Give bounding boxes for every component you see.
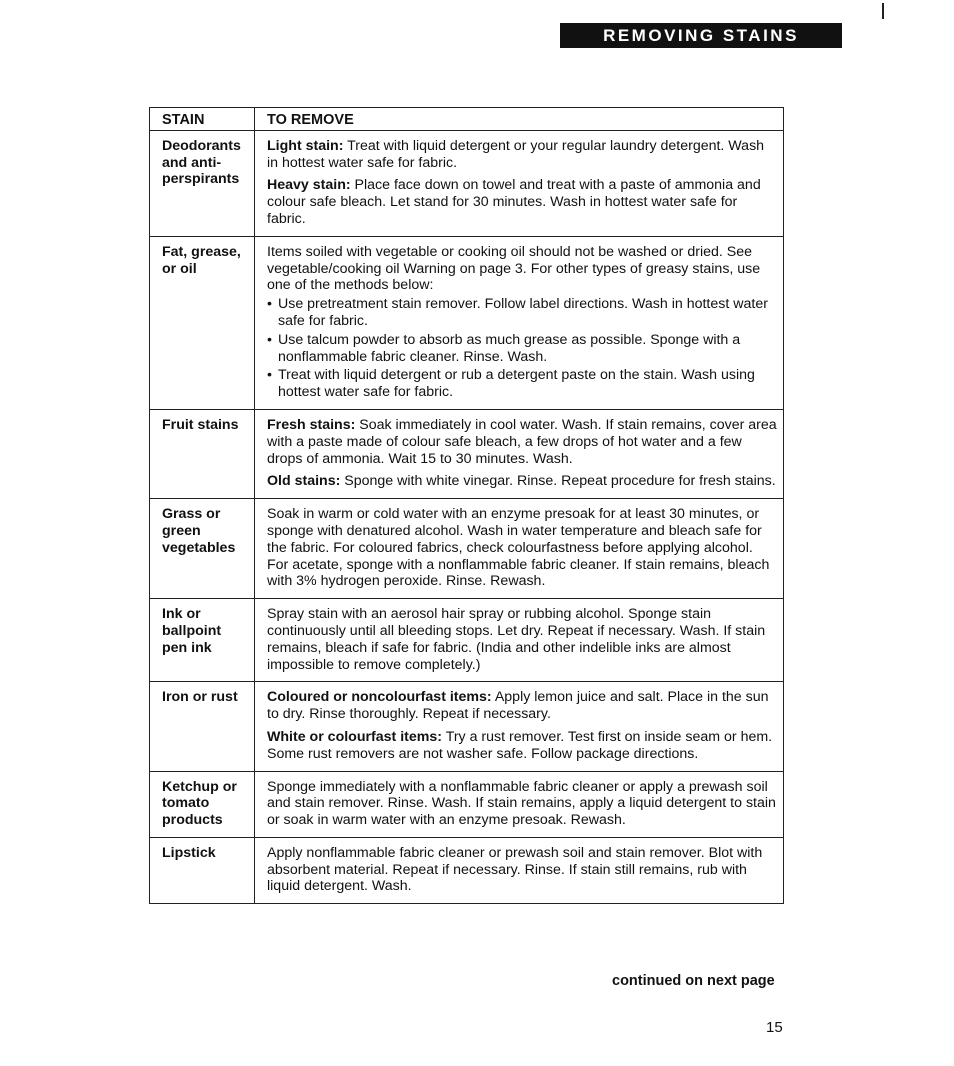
removal-instructions: Spray stain with an aerosol hair spray or rubbing alcohol. Sponge stain continuously until all bleeding stops. Let dry. Repeat if necessary. Wash. If stain remains, bleach if safe for fabric. (India and other indelible inks are almost impossible to remove completely.): [255, 599, 784, 682]
removal-instructions: [255, 409, 784, 498]
removal-instructions: Apply nonflammable fabric cleaner or prewash soil and stain remover. Blot with absorbent material. Repeat if necessary. Rinse. If stain still remains, rub with liquid detergent. Wash.: [255, 837, 784, 903]
instruction-lead: Old stains:: [267, 473, 341, 490]
stain-name: Fat, grease, or oil: [150, 236, 255, 409]
stain-name: Fruit stains: [150, 409, 255, 498]
instruction-lead: White or colourfast items:: [267, 728, 442, 745]
instruction-paragraph: [267, 138, 777, 172]
removal-instructions: [255, 130, 784, 236]
instruction-intro: Items soiled with vegetable or cooking oil should not be washed or dried. See vegetable/cooking oil Warning on page 3. For other types of greasy stains, use one of the methods below:: [267, 243, 761, 294]
list-item: • Use talcum powder to absorb as much grease as possible. Sponge with a nonflammable fabric cleaner. Rinse. Wash.: [267, 332, 777, 366]
stain-name: Ink or ballpoint pen ink: [150, 599, 255, 682]
instruction-text: Treat with liquid detergent or your regular laundry detergent. Wash in hottest water safe for fabric.: [267, 137, 765, 171]
continued-note: continued on next page: [612, 973, 775, 989]
instruction-lead: Coloured or noncolourfast items:: [267, 689, 492, 706]
table-row: [150, 130, 784, 236]
stain-name: Grass or green vegetables: [150, 499, 255, 599]
column-header-stain: STAIN: [150, 108, 255, 131]
instruction-paragraph: [267, 689, 777, 723]
edge-mark: [882, 3, 884, 19]
method-list: [267, 296, 777, 401]
table-row: [150, 236, 784, 409]
removal-instructions: [255, 236, 784, 409]
section-title: REMOVING STAINS: [560, 23, 842, 48]
table-row: [150, 409, 784, 498]
removal-instructions: Sponge immediately with a nonflammable fabric cleaner or apply a prewash soil and stain remover. Rinse. Wash. If stain remains, apply a liquid detergent to stain or soak in warm water with an enzyme presoak. Rewash.: [255, 771, 784, 837]
instruction-text: Try a rust remover. Test first on inside seam or hem. Some rust removers are not washer safe. Follow package directions.: [267, 728, 773, 762]
stain-name: Iron or rust: [150, 682, 255, 771]
instruction-lead: Heavy stain:: [267, 177, 351, 194]
instruction-text: Place face down on towel and treat with a paste of ammonia and colour safe bleach. Let stand for 30 minutes. Wash in hottest water safe for fabric.: [267, 177, 761, 227]
table-row: [150, 771, 784, 837]
instruction-text: Apply lemon juice and salt. Place in the sun to dry. Rinse thoroughly. Repeat if necessary.: [267, 689, 769, 723]
stain-name: Ketchup or tomato products: [150, 771, 255, 837]
removal-instructions: Soak in warm or cold water with an enzyme presoak for at least 30 minutes, or sponge with denatured alcohol. Wash in water temperature and bleach safe for the fabric. For coloured fabrics, check colourfastness before applying alcohol. For acetate, sponge with a nonflammable fabric cleaner. If stain remains, bleach with 3% hydrogen peroxide. Rinse. Rewash.: [255, 499, 784, 599]
instruction-paragraph: [267, 177, 777, 227]
removal-instructions: [255, 682, 784, 771]
instruction-lead: Fresh stains:: [267, 416, 356, 433]
page-number: 15: [766, 1019, 783, 1036]
stain-name: Lipstick: [150, 837, 255, 903]
column-header-to-remove: TO REMOVE: [255, 108, 784, 131]
instruction-paragraph: [267, 729, 777, 763]
instruction-paragraph: [267, 473, 777, 490]
stain-name: Deodorants and anti-perspirants: [150, 130, 255, 236]
table-row: [150, 837, 784, 903]
table-row: [150, 599, 784, 682]
list-item: • Use pretreatment stain remover. Follow label directions. Wash in hottest water safe for fabric.: [267, 296, 777, 330]
instruction-text: Sponge with white vinegar. Rinse. Repeat procedure for fresh stains.: [344, 473, 776, 490]
instruction-lead: Light stain:: [267, 137, 344, 154]
instruction-text: Soak immediately in cool water. Wash. If stain remains, cover area with a paste made of colour safe bleach, a few drops of hot water and a few drops of ammonia. Wait 15 to 30 minutes. Wash.: [267, 416, 777, 467]
table-row: [150, 499, 784, 599]
list-item: • Treat with liquid detergent or rub a detergent paste on the stain. Wash using hottest water safe for fabric.: [267, 367, 777, 401]
table-header-row: [150, 108, 784, 131]
instruction-paragraph: [267, 417, 777, 467]
stain-removal-table: [149, 107, 784, 904]
table-row: [150, 682, 784, 771]
